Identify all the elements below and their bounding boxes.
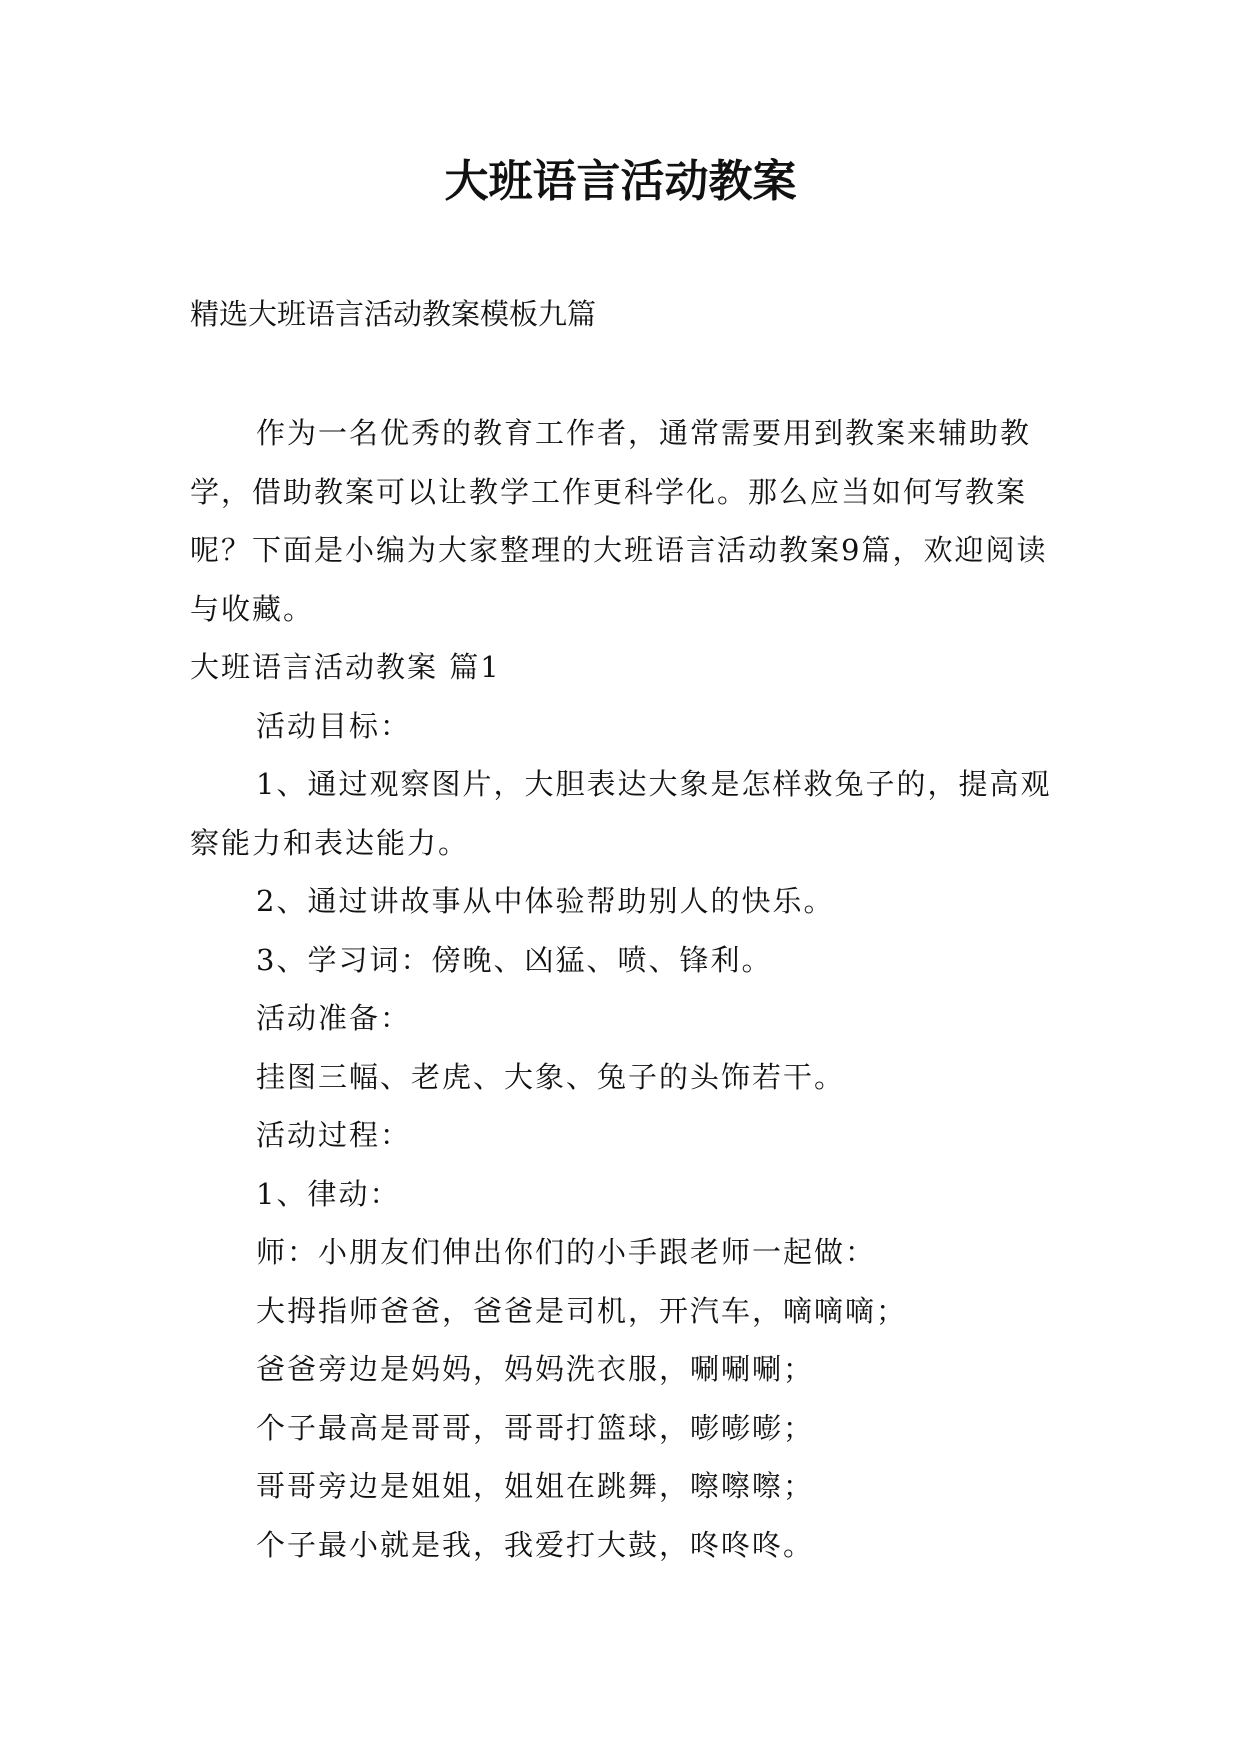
- goal-item: 3、学习词：傍晚、凶猛、喷、锋利。: [256, 942, 773, 977]
- document-title: 大班语言活动教案: [444, 156, 797, 207]
- process-line: 大拇指师爸爸，爸爸是司机，开汽车，嘀嘀嘀；: [256, 1293, 908, 1328]
- goal-item: 2、通过讲故事从中体验帮助别人的快乐。: [256, 884, 835, 918]
- goal-item: 1、通过观察图片，大胆表达大象是怎样救兔子的，提高观察能力和表达能力。: [190, 767, 1052, 860]
- process-line: 爸爸旁边是妈妈，妈妈洗衣服，唰唰唰；: [256, 1352, 815, 1386]
- section-heading: 大班语言活动教案 篇1: [190, 650, 501, 684]
- prep-text: 挂图三幅、老虎、大象、兔子的头饰若干。: [256, 1059, 846, 1094]
- process-label: 活动过程：: [256, 1118, 412, 1152]
- intro-paragraph: 作为一名优秀的教育工作者，通常需要用到教案来辅助教学，借助教案可以让教学工作更科学化。那么应当如何写教案呢？下面是小编为大家整理的大班语言活动教案9篇，欢迎阅读与收藏。: [190, 416, 1048, 626]
- process-line: 个子最小就是我，我爱打大鼓，咚咚咚。: [256, 1527, 815, 1562]
- process-line: 个子最高是哥哥，哥哥打篮球，嘭嘭嘭；: [256, 1410, 815, 1445]
- process-line: 1、律动：: [256, 1176, 401, 1211]
- prep-label: 活动准备：: [256, 1001, 412, 1035]
- goal-label: 活动目标：: [256, 708, 412, 743]
- process-line: 师：小朋友们伸出你们的小手跟老师一起做：: [256, 1235, 877, 1269]
- document-body: [190, 404, 1070, 1574]
- process-line: 哥哥旁边是姐姐，姐姐在跳舞，嚓嚓嚓；: [256, 1469, 815, 1503]
- document-subtitle: 精选大班语言活动教案模板九篇: [190, 297, 597, 331]
